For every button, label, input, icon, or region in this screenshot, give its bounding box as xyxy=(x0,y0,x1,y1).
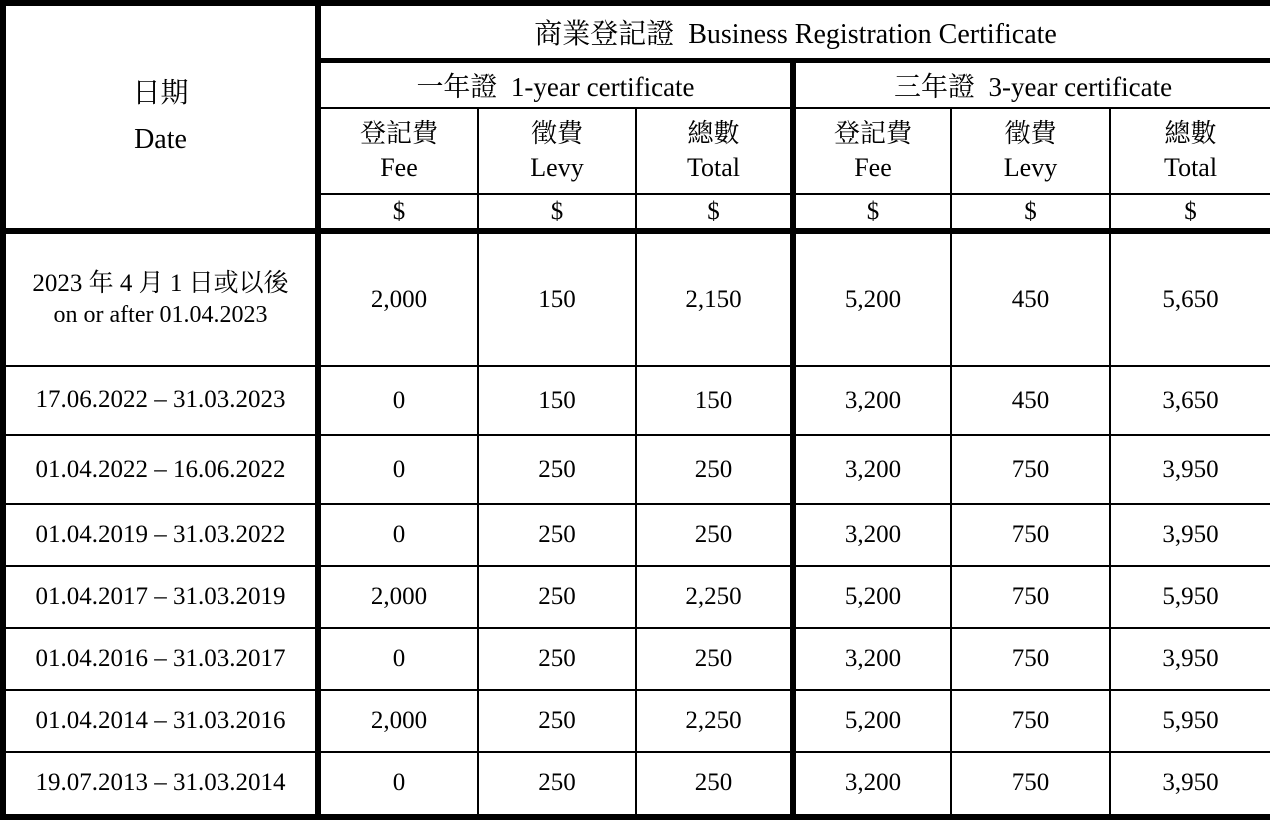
cell-3y-levy: 450 xyxy=(951,231,1110,366)
currency-cell: $ xyxy=(478,194,636,231)
cell-3y-total: 3,950 xyxy=(1110,435,1270,504)
row-date-zh: 2023 年 4 月 1 日或以後 xyxy=(32,269,289,297)
cell-1y-total: 250 xyxy=(636,752,793,817)
table-row xyxy=(3,628,1270,690)
cell-1y-fee: 2,000 xyxy=(318,690,478,752)
cell-3y-total: 3,950 xyxy=(1110,504,1270,566)
cell-1y-levy: 250 xyxy=(478,504,636,566)
cell-1y-levy: 250 xyxy=(478,752,636,817)
cell-3y-total: 3,950 xyxy=(1110,628,1270,690)
cell-3y-levy: 450 xyxy=(951,366,1110,435)
cell-3y-total: 5,650 xyxy=(1110,231,1270,366)
main-title-cell: 商業登記證 Business Registration Certificate xyxy=(318,3,1270,60)
cell-3y-total: 5,950 xyxy=(1110,690,1270,752)
row-date-en: on or after 01.04.2023 xyxy=(53,302,268,329)
cell-1y-fee: 2,000 xyxy=(318,566,478,628)
row-date xyxy=(3,231,318,366)
cell-3y-levy: 750 xyxy=(951,752,1110,817)
col-header-en: Fee xyxy=(380,153,418,182)
cell-1y-total: 150 xyxy=(636,366,793,435)
cell-1y-total: 250 xyxy=(636,628,793,690)
col-header-zh: 總數 xyxy=(1164,118,1217,148)
col-header-zh: 徵費 xyxy=(530,118,583,148)
row-date: 01.04.2016 – 31.03.2017 xyxy=(3,628,318,690)
row-date: 17.06.2022 – 31.03.2023 xyxy=(3,366,318,435)
currency-cell: $ xyxy=(793,194,951,231)
cell-3y-levy: 750 xyxy=(951,504,1110,566)
cell-1y-total: 2,150 xyxy=(636,231,793,366)
cell-1y-fee: 0 xyxy=(318,435,478,504)
cell-3y-fee: 5,200 xyxy=(793,566,951,628)
col-header-1y-levy xyxy=(478,108,636,194)
cell-3y-levy: 750 xyxy=(951,435,1110,504)
cell-1y-total: 2,250 xyxy=(636,690,793,752)
col-header-3y-total xyxy=(1110,108,1270,194)
cell-3y-fee: 5,200 xyxy=(793,690,951,752)
date-header-en: Date xyxy=(134,124,187,155)
cell-3y-levy: 750 xyxy=(951,628,1110,690)
cell-1y-fee: 0 xyxy=(318,366,478,435)
row-date: 01.04.2022 – 16.06.2022 xyxy=(3,435,318,504)
cell-1y-levy: 250 xyxy=(478,435,636,504)
cell-1y-levy: 250 xyxy=(478,566,636,628)
cell-3y-levy: 750 xyxy=(951,690,1110,752)
cell-1y-levy: 250 xyxy=(478,628,636,690)
cell-1y-fee: 0 xyxy=(318,504,478,566)
cell-3y-fee: 3,200 xyxy=(793,366,951,435)
cell-3y-total: 3,950 xyxy=(1110,752,1270,817)
currency-cell: $ xyxy=(1110,194,1270,231)
three-year-group-header: 三年證 3-year certificate xyxy=(793,60,1270,108)
col-header-en: Total xyxy=(1164,153,1218,182)
cell-3y-fee: 3,200 xyxy=(793,435,951,504)
cell-3y-total: 3,650 xyxy=(1110,366,1270,435)
table-row xyxy=(3,566,1270,628)
col-header-1y-total xyxy=(636,108,793,194)
cell-3y-fee: 3,200 xyxy=(793,752,951,817)
cell-1y-fee: 2,000 xyxy=(318,231,478,366)
table-row xyxy=(3,231,1270,366)
one-year-group-header: 一年證 1-year certificate xyxy=(318,60,793,108)
table-row xyxy=(3,366,1270,435)
cell-1y-fee: 0 xyxy=(318,752,478,817)
header-row-title xyxy=(3,3,1270,60)
col-header-zh: 登記費 xyxy=(833,118,912,148)
col-header-zh: 登記費 xyxy=(359,118,438,148)
cell-3y-fee: 3,200 xyxy=(793,628,951,690)
cell-3y-fee: 5,200 xyxy=(793,231,951,366)
table-header xyxy=(3,3,1270,231)
cell-1y-fee: 0 xyxy=(318,628,478,690)
row-date: 01.04.2019 – 31.03.2022 xyxy=(3,504,318,566)
col-header-en: Total xyxy=(686,153,741,182)
currency-cell: $ xyxy=(318,194,478,231)
col-header-en: Levy xyxy=(530,153,584,182)
col-header-3y-fee xyxy=(793,108,951,194)
table-row xyxy=(3,690,1270,752)
currency-cell: $ xyxy=(636,194,793,231)
cell-1y-levy: 150 xyxy=(478,231,636,366)
row-date: 01.04.2014 – 31.03.2016 xyxy=(3,690,318,752)
table-row xyxy=(3,752,1270,817)
cell-3y-total: 5,950 xyxy=(1110,566,1270,628)
currency-cell: $ xyxy=(951,194,1110,231)
date-header-zh: 日期 xyxy=(132,77,189,109)
cell-1y-levy: 250 xyxy=(478,690,636,752)
row-date: 01.04.2017 – 31.03.2019 xyxy=(3,566,318,628)
col-header-en: Fee xyxy=(854,153,892,182)
date-column-header xyxy=(3,3,318,231)
cell-3y-fee: 3,200 xyxy=(793,504,951,566)
table-body xyxy=(3,231,1270,817)
cell-1y-levy: 150 xyxy=(478,366,636,435)
col-header-3y-levy xyxy=(951,108,1110,194)
row-date: 19.07.2013 – 31.03.2014 xyxy=(3,752,318,817)
col-header-zh: 徵費 xyxy=(1004,118,1057,148)
col-header-1y-fee xyxy=(318,108,478,194)
table-row xyxy=(3,504,1270,566)
cell-1y-total: 250 xyxy=(636,435,793,504)
cell-1y-total: 250 xyxy=(636,504,793,566)
col-header-zh: 總數 xyxy=(687,118,740,148)
cell-3y-levy: 750 xyxy=(951,566,1110,628)
cell-1y-total: 2,250 xyxy=(636,566,793,628)
table-row xyxy=(3,435,1270,504)
col-header-en: Levy xyxy=(1003,153,1058,182)
